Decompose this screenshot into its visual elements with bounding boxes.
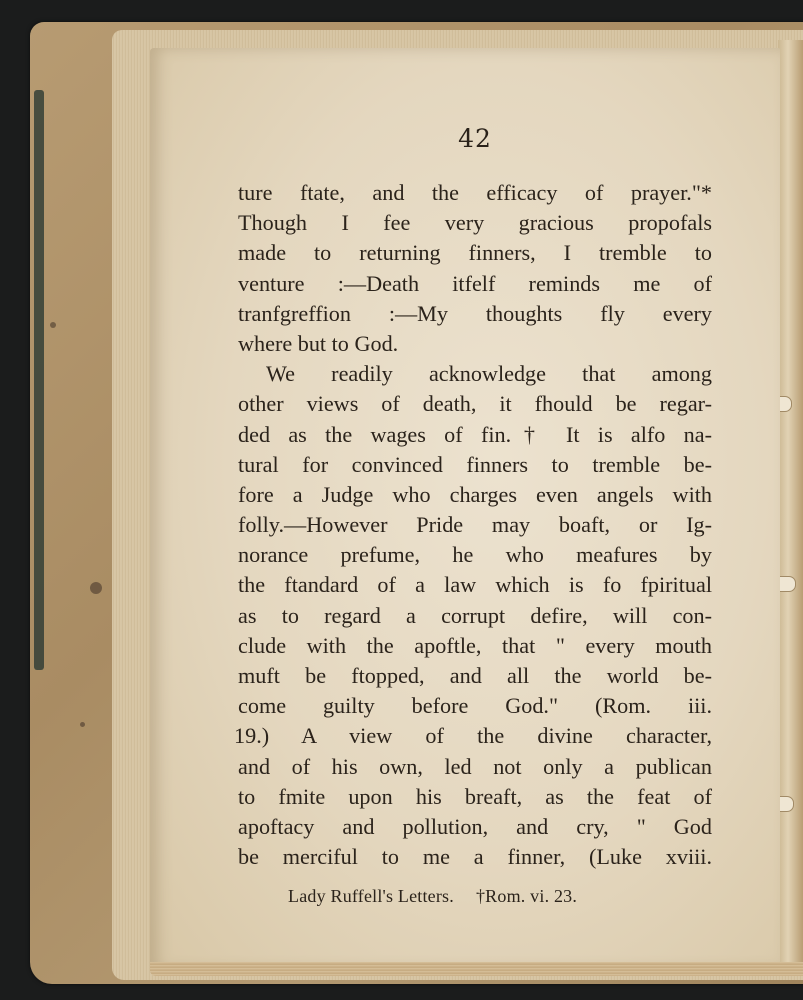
text-line: where but to God.: [238, 330, 399, 356]
text-line: venture :—Death itfelf reminds me of: [238, 270, 712, 296]
text-line: and of his own, led not only a publican: [238, 753, 712, 779]
footnote-line: [288, 886, 688, 907]
spine-strip: [34, 90, 44, 670]
text-line: ture ftate, and the efficacy of prayer."*: [238, 180, 712, 205]
text-line: 19.) A view of the divine character,: [234, 723, 712, 749]
footnote-rom: †Rom. vi. 23.: [475, 886, 578, 906]
page-stack-bottom: [150, 962, 803, 976]
text-line: folly.—However Pride may boaft, or Ig-: [238, 512, 712, 538]
text-line: apoftacy and pollution, and cry, " God: [238, 813, 712, 839]
page-number: 42: [458, 124, 492, 153]
body-text: [234, 178, 712, 872]
text-line: clude with the apoftle, that " every mouth: [238, 632, 712, 658]
text-line: norance prefume, he who meafures by: [238, 542, 712, 568]
footnote-lady-russell: Lady Ruffell's Letters.: [288, 886, 454, 906]
text-line: fore a Judge who charges even angels with: [238, 481, 712, 507]
text-line: Though I fee very gracious propofals: [238, 210, 712, 236]
text-line: tural for convinced finners to tremble be-: [238, 451, 712, 477]
stain: [50, 322, 56, 328]
text-line: muft be ftopped, and all the world be-: [238, 663, 712, 688]
text-line: come guilty before God." (Rom. iii.: [238, 693, 712, 719]
text-line: We readily acknowledge that among: [266, 361, 712, 387]
text-line: tranfgreffion :—My thoughts fly every: [238, 300, 712, 326]
text-line: the ftandard of a law which is fo fpiritual: [238, 572, 712, 598]
text-line: made to returning finners, I tremble to: [238, 240, 712, 266]
stain: [80, 722, 85, 727]
right-page-edge: [778, 40, 803, 970]
text-line: ded as the wages of fin.† It is alfo na-: [238, 421, 712, 447]
text-line: other views of death, it fhould be regar-: [238, 391, 712, 417]
text-line: to fmite upon his breaft, as the feat of: [238, 783, 712, 809]
stain: [90, 582, 102, 594]
text-line: be merciful to me a finner, (Luke xviii.: [238, 844, 712, 870]
text-line: as to regard a corrupt defire, will con-: [238, 602, 712, 628]
